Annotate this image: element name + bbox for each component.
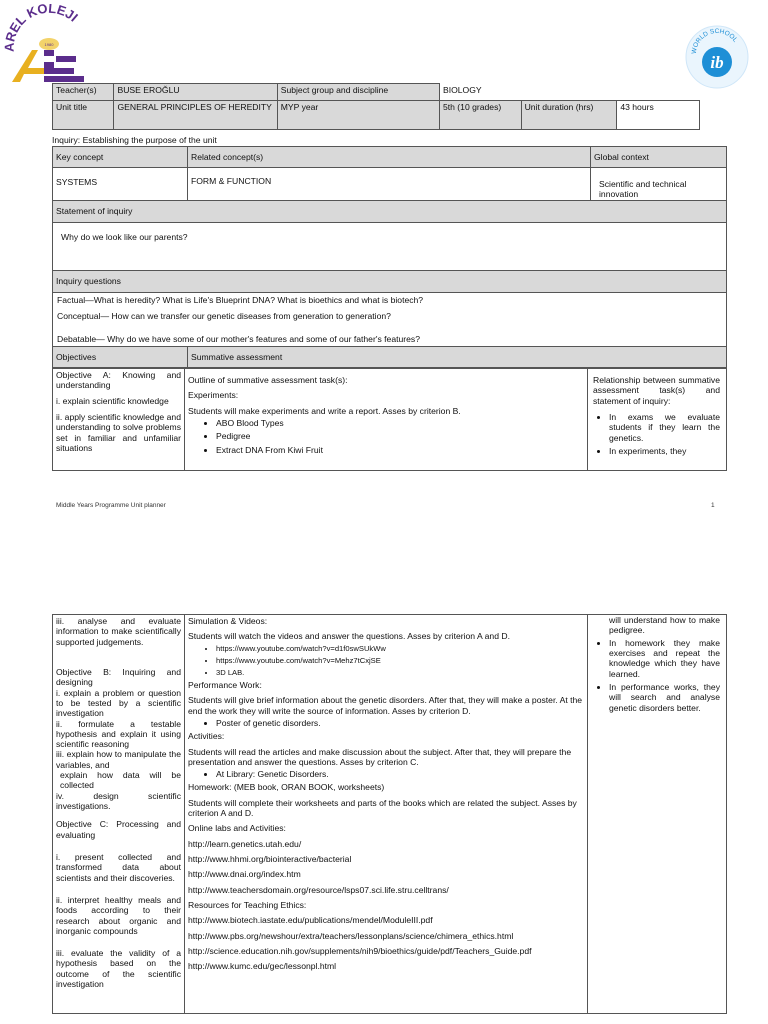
objective-b-iv: iv. design scientific investigations. xyxy=(56,790,181,811)
assessment-table-page1 xyxy=(52,368,727,471)
key-concept-label: Key concept xyxy=(53,147,188,168)
activities-title: Activities: xyxy=(188,731,225,742)
online-link[interactable]: http://www.hhmi.org/biointeractive/bacterial xyxy=(188,854,352,865)
summative-label: Summative assessment xyxy=(188,347,727,368)
arel-logo-text: REL KOLEJI xyxy=(4,4,81,44)
online-link[interactable]: http://learn.genetics.utah.edu/ xyxy=(188,838,302,849)
objective-c-title: Objective C: Processing and evaluating xyxy=(56,819,181,840)
concepts-table xyxy=(52,146,727,368)
experiments-list xyxy=(188,418,584,455)
arel-logo-year: 1980 xyxy=(44,42,54,47)
objective-a-i: i. explain scientific knowledge xyxy=(56,395,169,406)
simulation-item: • 3D LAB. xyxy=(216,668,584,677)
unit-title-label: Unit title xyxy=(53,101,114,130)
activities-item: • At Library: Genetic Disorders. xyxy=(216,769,584,779)
objective-a-ii: ii. apply scientific knowledge and understanding to solve problems set in familiar and unfamiliar situations xyxy=(56,411,181,453)
simulation-list xyxy=(188,644,584,677)
outline-label: Outline of summative assessment task(s): xyxy=(188,375,348,385)
performance-text: Students will give brief information about the genetic disorders. After that, they will make a poster. At the end the work they will write the source of information. Asses by criterion D. xyxy=(188,695,583,716)
online-link[interactable]: http://www.teachersdomain.org/resource/lsps07.sci.life.stru.celltrans/ xyxy=(188,884,449,895)
online-labs-title: Online labs and Activities: xyxy=(188,823,286,834)
debatable-question: Debatable— Why do we have some of our mother's features and some of our father's features? xyxy=(57,333,420,344)
objective-b-i: i. explain a problem or question to be tested by a scientific investigation xyxy=(56,687,181,719)
footer-title: Middle Years Programme Unit planner xyxy=(56,502,166,509)
objective-c-ii: ii. interpret healthy meals and foods according to their research about organic and inorganic compounds xyxy=(56,894,181,936)
inquiry-heading: Inquiry: Establishing the purpose of the unit xyxy=(52,135,217,145)
assessment-table-page2 xyxy=(52,614,727,1014)
teachers-value: BUSE EROĞLU xyxy=(114,84,277,101)
relationship-cell-page2 xyxy=(588,615,727,1014)
experiments-text: Students will make experiments and write a report. Asses by criterion B. xyxy=(188,405,461,416)
experiment-item: • Extract DNA From Kiwi Fruit xyxy=(216,445,584,455)
homework-text: Students will complete their worksheets and parts of the books which are related the subject. Asses by criterion A and D. xyxy=(188,797,577,819)
ethics-link[interactable]: http://www.pbs.org/newshour/extra/teachers/lessonplans/science/chimera_ethics.html xyxy=(188,930,514,941)
unit-header-table xyxy=(52,83,700,130)
ib-logo-graphic xyxy=(684,24,750,90)
objective-a-title: Objective A: Knowing and understanding xyxy=(56,370,181,391)
svg-text:ib: ib xyxy=(710,53,724,72)
ethics-link[interactable]: http://www.biotech.iastate.edu/publications/mendel/ModuleIII.pdf xyxy=(188,915,433,926)
objective-a-iii: iii. analyse and evaluate information to make scientifically supported judgements. xyxy=(56,616,181,647)
objectives-label: Objectives xyxy=(53,347,188,368)
footer-page-number: 1 xyxy=(711,502,715,509)
experiments-label: Experiments: xyxy=(188,390,239,401)
ethics-title: Resources for Teaching Ethics: xyxy=(188,899,307,910)
objective-c-i: i. present collected and transformed data about scientists and their discoveries. xyxy=(56,851,181,883)
factual-question: Factual—What is heredity? What is Life's Blueprint DNA? What is bioethics and what is biotech? xyxy=(57,295,424,305)
myp-year-label: MYP year xyxy=(277,101,439,130)
inquiry-questions-box xyxy=(53,293,727,347)
statement-value: Why do we look like our parents? xyxy=(53,223,727,271)
objective-b-iii: iii. explain how to manipulate the variables, and xyxy=(56,749,181,770)
conceptual-question: Conceptual— How can we transfer our genetic diseases from generation to generation? xyxy=(57,311,391,322)
related-concept-label: Related concept(s) xyxy=(188,147,591,168)
myp-year-value: 5th (10 grades) xyxy=(439,101,521,130)
relationship-label: Relationship between summative assessment task(s) and statement of inquiry: xyxy=(593,375,720,406)
ib-logo xyxy=(684,24,750,90)
teachers-label: Teacher(s) xyxy=(53,84,114,101)
simulation-title: Simulation & Videos: xyxy=(188,616,268,626)
key-concept-value: SYSTEMS xyxy=(53,168,188,201)
objectives-cell-page2 xyxy=(53,615,185,1014)
statement-label: Statement of inquiry xyxy=(53,201,727,223)
subject-value: BIOLOGY xyxy=(439,84,699,101)
global-context-label: Global context xyxy=(591,147,727,168)
unit-title-value: GENERAL PRINCIPLES OF HEREDITY xyxy=(114,101,277,130)
global-context-value: Scientific and technical innovation xyxy=(591,168,727,201)
arel-logo-graphic xyxy=(4,4,94,86)
subject-label: Subject group and discipline xyxy=(277,84,439,101)
relationship-cell xyxy=(588,369,727,471)
experiment-item: • ABO Blood Types xyxy=(216,418,584,428)
online-link[interactable]: http://www.dnai.org/index.htm xyxy=(188,869,301,880)
duration-label: Unit duration (hrs) xyxy=(521,101,617,130)
objectives-cell xyxy=(53,369,185,471)
objective-b-iii-b: explain how data will be collected xyxy=(60,770,181,791)
duration-value: 43 hours xyxy=(617,101,700,130)
relationship-item: • In homework they make exercises and repeat the knowledge which they have learned. xyxy=(609,638,720,679)
relationship-item: • In exams we evaluate students if they learn the genetics. xyxy=(609,412,720,443)
ib-logo-text: WORLD SCHOOL xyxy=(690,27,739,55)
ethics-link[interactable]: http://science.education.nih.gov/supplements/nih9/bioethics/guide/pdf/Teachers_Guide.pdf xyxy=(188,945,532,956)
performance-title: Performance Work: xyxy=(188,679,262,690)
objective-c-iii: iii. evaluate the validity of a hypothesis based on the outcome of the scientific investigation xyxy=(56,948,181,990)
arel-logo xyxy=(4,4,94,86)
inquiry-questions-label: Inquiry questions xyxy=(53,271,727,293)
simulation-link[interactable]: • https://www.youtube.com/watch?v=d1f0swSUkWw xyxy=(216,644,584,653)
summative-cell-page2 xyxy=(185,615,588,1014)
objective-b-title: Objective B: Inquiring and designing xyxy=(56,666,181,688)
homework-title: Homework: (MEB book, ORAN BOOK, worksheets) xyxy=(188,782,385,793)
relationship-item: • In experiments, they xyxy=(609,446,720,456)
simulation-text: Students will watch the videos and answer the questions. Asses by criterion A and D. xyxy=(188,631,510,642)
objective-b-ii: ii. formulate a testable hypothesis and explain it using scientific reasoning xyxy=(56,718,181,750)
relationship-item: • In performance works, they will search and analyse genetic disorders better. xyxy=(609,682,720,713)
relationship-continued: will understand how to make pedigree. xyxy=(609,615,720,636)
relationship-list-page2 xyxy=(593,638,720,713)
relationship-list xyxy=(593,412,720,456)
related-concept-value: FORM & FUNCTION xyxy=(188,168,591,201)
simulation-link[interactable]: • https://www.youtube.com/watch?v=Mehz7tCxjSE xyxy=(216,656,584,665)
performance-item: • Poster of genetic disorders. xyxy=(216,718,584,728)
experiment-item: • Pedigree xyxy=(216,431,584,441)
summative-cell xyxy=(185,369,588,471)
activities-text: Students will read the articles and make discussion about the subject. After that, they will prepare the presentation and answer the questions. Asses by criterion C. xyxy=(188,746,572,767)
activities-list xyxy=(188,769,584,779)
performance-list xyxy=(188,718,584,728)
ethics-link[interactable]: http://www.kumc.edu/gec/lessonpl.html xyxy=(188,961,337,972)
